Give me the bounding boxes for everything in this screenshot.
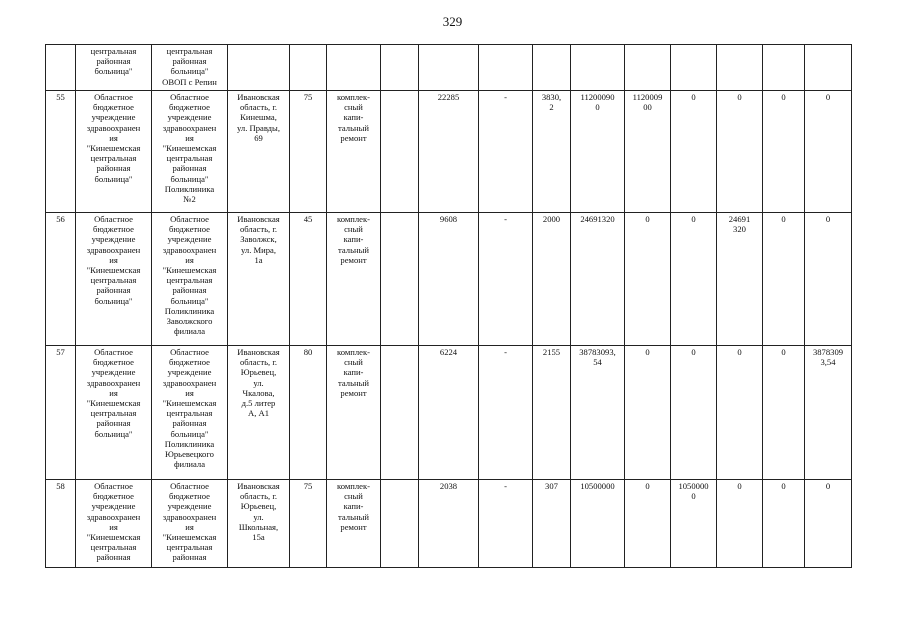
table-row — [46, 480, 852, 568]
cell-customer: Областное бюджетное учреждение здравоохранен ия "Кинешемская центральная районная больница" — [76, 213, 152, 346]
cell-no — [46, 45, 76, 91]
cell-c10: 11200090 0 — [571, 91, 625, 213]
cell-c10: 24691320 — [571, 213, 625, 346]
page-number: 329 — [442, 14, 463, 29]
cell-no: 57 — [46, 346, 76, 480]
cell-c14: 0 — [763, 213, 805, 346]
cell-work: комплек- сный капи- тальный ремонт — [327, 91, 381, 213]
cell-c8: - — [479, 346, 533, 480]
cell-c11 — [625, 45, 671, 91]
cell-customer: Областное бюджетное учреждение здравоохранен ия "Кинешемская центральная районная больница" — [76, 91, 152, 213]
cell-c6 — [381, 45, 419, 91]
cell-no: 58 — [46, 480, 76, 568]
cell-address: Ивановская область, г. Юрьевец, ул. Школьная, 15а — [228, 480, 290, 568]
cell-c4: 75 — [290, 91, 327, 213]
table-row — [46, 91, 852, 213]
cell-address — [228, 45, 290, 91]
table-row — [46, 213, 852, 346]
cell-c8 — [479, 45, 533, 91]
cell-c4: 75 — [290, 480, 327, 568]
cell-work — [327, 45, 381, 91]
cell-object: Областное бюджетное учреждение здравоохранен ия "Кинешемская центральная районная больница" Поликлиника №2 — [152, 91, 228, 213]
cell-c14 — [763, 45, 805, 91]
cell-c9: 2000 — [533, 213, 571, 346]
cell-c9: 2155 — [533, 346, 571, 480]
cell-c14: 0 — [763, 91, 805, 213]
cell-c7: 22285 — [419, 91, 479, 213]
cell-address: Ивановская область, г. Юрьевец, ул. Чкалова, д.5 литер А, А1 — [228, 346, 290, 480]
cell-c7 — [419, 45, 479, 91]
cell-work: комплек- сный капи- тальный ремонт — [327, 213, 381, 346]
cell-c10 — [571, 45, 625, 91]
cell-no: 55 — [46, 91, 76, 213]
cell-c14: 0 — [763, 480, 805, 568]
cell-c10: 10500000 — [571, 480, 625, 568]
cell-work: комплек- сный капи- тальный ремонт — [327, 346, 381, 480]
cell-object: центральная районная больница" ОВОП с Репин — [152, 45, 228, 91]
cell-c11: 0 — [625, 346, 671, 480]
cell-c4 — [290, 45, 327, 91]
cell-c7: 9608 — [419, 213, 479, 346]
cell-c15 — [805, 45, 852, 91]
cell-object: Областное бюджетное учреждение здравоохранен ия "Кинешемская центральная районная больница" Поликлиника Юрьевецкого филиала — [152, 346, 228, 480]
cell-c4: 80 — [290, 346, 327, 480]
cell-c14: 0 — [763, 346, 805, 480]
cell-c10: 38783093, 54 — [571, 346, 625, 480]
cell-c15: 0 — [805, 480, 852, 568]
objects-table — [45, 44, 852, 568]
cell-c15: 3878309 3,54 — [805, 346, 852, 480]
cell-c9 — [533, 45, 571, 91]
cell-customer: Областное бюджетное учреждение здравоохранен ия "Кинешемская центральная районная — [76, 480, 152, 568]
cell-c12 — [671, 45, 717, 91]
cell-c13 — [717, 45, 763, 91]
cell-c13: 0 — [717, 346, 763, 480]
cell-object: Областное бюджетное учреждение здравоохранен ия "Кинешемская центральная районная — [152, 480, 228, 568]
cell-c7: 2038 — [419, 480, 479, 568]
table-row — [46, 346, 852, 480]
cell-c12: 1050000 0 — [671, 480, 717, 568]
cell-c6 — [381, 91, 419, 213]
cell-c6 — [381, 213, 419, 346]
cell-address: Ивановская область, г. Заволжск, ул. Мира, 1а — [228, 213, 290, 346]
cell-c13: 0 — [717, 91, 763, 213]
cell-c9: 3830, 2 — [533, 91, 571, 213]
cell-customer: центральная районная больница" — [76, 45, 152, 91]
cell-c8: - — [479, 213, 533, 346]
cell-c15: 0 — [805, 213, 852, 346]
cell-c8: - — [479, 91, 533, 213]
cell-c11: 1120009 00 — [625, 91, 671, 213]
cell-c4: 45 — [290, 213, 327, 346]
cell-no: 56 — [46, 213, 76, 346]
cell-c12: 0 — [671, 213, 717, 346]
cell-c12: 0 — [671, 91, 717, 213]
cell-address: Ивановская область, г. Кинешма, ул. Правды, 69 — [228, 91, 290, 213]
cell-c9: 307 — [533, 480, 571, 568]
cell-c11: 0 — [625, 213, 671, 346]
cell-c12: 0 — [671, 346, 717, 480]
cell-c11: 0 — [625, 480, 671, 568]
cell-c15: 0 — [805, 91, 852, 213]
cell-c13: 24691 320 — [717, 213, 763, 346]
table-row-continued — [46, 45, 852, 91]
cell-c7: 6224 — [419, 346, 479, 480]
cell-c6 — [381, 480, 419, 568]
cell-work: комплек- сный капи- тальный ремонт — [327, 480, 381, 568]
cell-c8: - — [479, 480, 533, 568]
cell-c6 — [381, 346, 419, 480]
cell-object: Областное бюджетное учреждение здравоохранен ия "Кинешемская центральная районная больница" Поликлиника Заволжского филиала — [152, 213, 228, 346]
cell-customer: Областное бюджетное учреждение здравоохранен ия "Кинешемская центральная районная больница" — [76, 346, 152, 480]
cell-c13: 0 — [717, 480, 763, 568]
